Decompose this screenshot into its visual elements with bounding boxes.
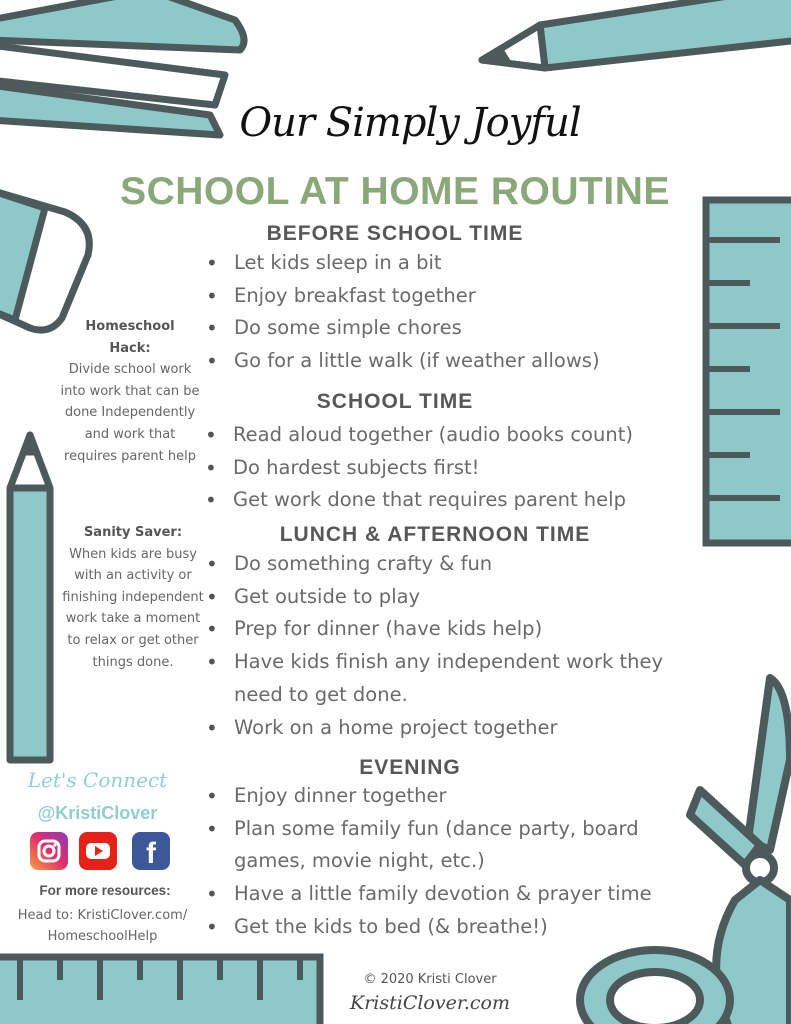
list-item: • Get the kids to bed (& breathe!) (206, 911, 676, 944)
list-item: • Have a little family devotion & prayer time (206, 878, 676, 911)
list-item: • Have kids finish any independent work they need to get done. (206, 646, 686, 711)
homeschool-hack-title: Homeschool Hack: (85, 319, 175, 356)
list-item: • Do some simple chores (206, 312, 676, 345)
social-handle-link[interactable]: @KristiClover (37, 803, 158, 823)
lets-connect-label: Let's Connect (27, 768, 168, 792)
list-item: • Enjoy breakfast together (206, 280, 676, 313)
eraser-icon (0, 190, 89, 330)
script-subtitle: Our Simply Joyful (239, 100, 581, 146)
list-item: • Enjoy dinner together (206, 780, 676, 813)
list-item: • Work on a home project together (206, 712, 686, 745)
evening-list (206, 780, 676, 944)
sanity-saver-tip (60, 522, 206, 673)
homeschool-hack-tip (57, 316, 203, 467)
homeschool-hack-text: Divide school work into work that can be done Independently and work that requires parent help (60, 362, 200, 464)
section-heading-lunch-afternoon: LUNCH & AFTERNOON TIME (279, 523, 591, 546)
sanity-saver-text: When kids are busy with an activity or finishing independent work take a moment to relax or get other things done. (62, 546, 204, 670)
list-item: • Plan some family fun (dance party, board games, movie night, etc.) (206, 813, 676, 878)
lunch-afternoon-list (206, 548, 686, 744)
pencil-top-right-icon (482, 0, 791, 68)
page-title: SCHOOL AT HOME ROUTINE (120, 170, 670, 213)
section-heading-before-school: BEFORE SCHOOL TIME (266, 222, 524, 245)
resources-link[interactable]: Head to: KristiClover.com/ HomeschoolHelp (17, 908, 188, 944)
pencil-left-icon (10, 435, 50, 760)
section-heading-school-time: SCHOOL TIME (316, 390, 474, 413)
list-item: • Prep for dinner (have kids help) (206, 613, 686, 646)
list-item: • Do hardest subjects first! (205, 452, 685, 485)
sanity-saver-title: Sanity Saver: (83, 525, 183, 540)
instagram-icon[interactable] (30, 832, 68, 870)
list-item: • Let kids sleep in a bit (206, 247, 676, 280)
footer-brand-link[interactable]: KristiClover.com (350, 992, 510, 1014)
stapler-icon (0, 0, 244, 135)
youtube-icon[interactable] (79, 832, 117, 870)
ruler-bottom-icon (0, 957, 320, 1024)
list-item: • Go for a little walk (if weather allows) (206, 345, 676, 378)
section-heading-evening: EVENING (359, 756, 461, 779)
resources-title: For more resources: (39, 883, 171, 898)
before-school-list (206, 247, 676, 378)
list-item: • Get work done that requires parent help (205, 484, 685, 517)
list-item: • Do something crafty & fun (206, 548, 686, 581)
school-time-list (205, 419, 685, 517)
list-item: • Read aloud together (audio books count) (205, 419, 685, 452)
list-item: • Get outside to play (206, 581, 686, 614)
svg-text:f: f (146, 837, 156, 870)
copyright-text: © 2020 Kristi Clover (363, 972, 497, 987)
facebook-icon[interactable] (132, 832, 170, 870)
ruler-right-icon (706, 200, 791, 543)
